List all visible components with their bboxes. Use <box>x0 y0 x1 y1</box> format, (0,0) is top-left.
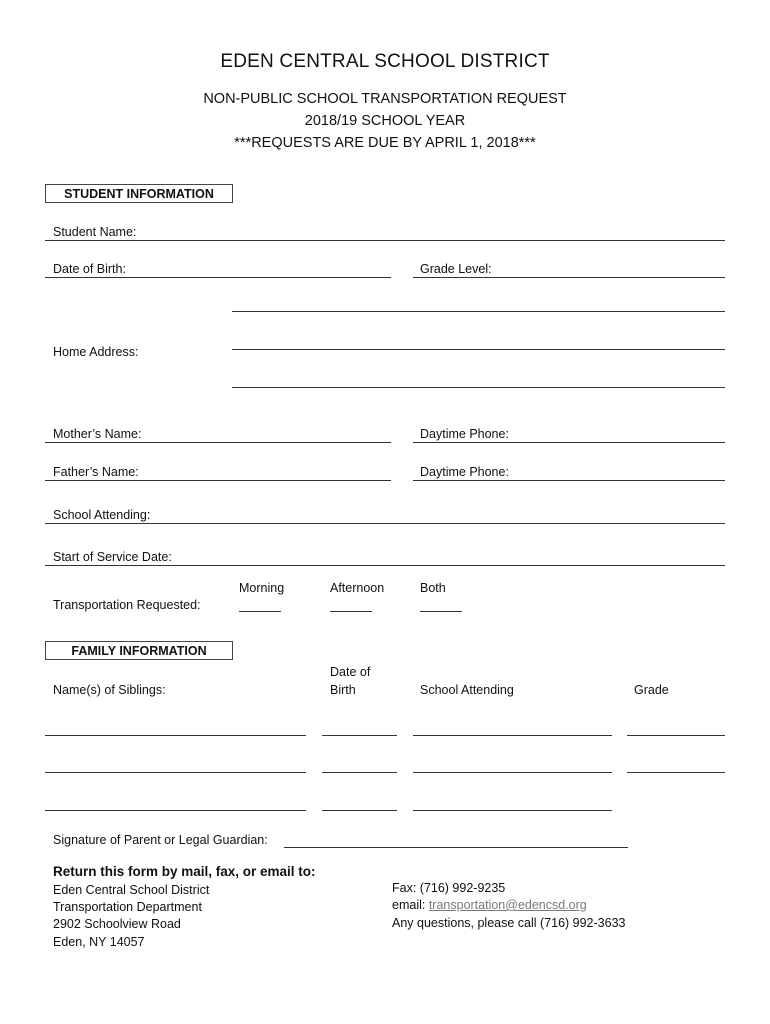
district-title: EDEN CENTRAL SCHOOL DISTRICT <box>220 51 550 72</box>
student-name-label: Student Name: <box>53 225 137 239</box>
email-label: email: <box>392 898 429 912</box>
home-address-line-1[interactable] <box>232 311 725 312</box>
transportation-requested-label: Transportation Requested: <box>53 598 201 612</box>
start-date-field[interactable] <box>45 565 725 566</box>
home-address-label: Home Address: <box>53 345 139 359</box>
school-attending-field[interactable] <box>45 523 725 524</box>
sibling-name-field[interactable] <box>45 810 306 811</box>
grade-level-field[interactable] <box>413 277 725 278</box>
return-address-line: Eden, NY 14057 <box>53 935 145 949</box>
siblings-column-header: Name(s) of Siblings: <box>53 683 166 697</box>
sibling-dob-field[interactable] <box>322 810 397 811</box>
due-notice: ***REQUESTS ARE DUE BY APRIL 1, 2018*** <box>234 135 536 151</box>
email-link[interactable]: transportation@edencsd.org <box>428 898 587 912</box>
sibling-grade-field[interactable] <box>627 735 725 736</box>
date-of-birth-field[interactable] <box>45 277 391 278</box>
home-address-line-3[interactable] <box>232 387 725 388</box>
dob-column-header-line1: Date of <box>330 665 371 679</box>
father-phone-label: Daytime Phone: <box>420 465 509 479</box>
school-column-header: School Attending <box>420 683 514 697</box>
sibling-grade-field[interactable] <box>627 772 725 773</box>
mother-phone-field[interactable] <box>413 442 725 443</box>
morning-blank[interactable] <box>239 611 281 612</box>
sibling-school-field[interactable] <box>413 772 612 773</box>
mothers-name-label: Mother’s Name: <box>53 427 142 441</box>
sibling-school-field[interactable] <box>413 810 612 811</box>
sibling-name-field[interactable] <box>45 735 306 736</box>
start-date-label: Start of Service Date: <box>53 550 172 564</box>
form-title: NON-PUBLIC SCHOOL TRANSPORTATION REQUEST <box>203 91 567 107</box>
grade-level-label: Grade Level: <box>420 262 492 276</box>
fax-number: Fax: (716) 992-9235 <box>392 881 506 895</box>
fathers-name-field[interactable] <box>45 480 391 481</box>
signature-label: Signature of Parent or Legal Guardian: <box>53 833 268 847</box>
sibling-name-field[interactable] <box>45 772 306 773</box>
both-blank[interactable] <box>420 611 462 612</box>
student-name-field[interactable] <box>45 240 725 241</box>
return-address-line: 2902 Schoolview Road <box>53 917 181 931</box>
morning-option-label: Morning <box>239 581 285 595</box>
school-year: 2018/19 SCHOOL YEAR <box>304 113 466 129</box>
sibling-dob-field[interactable] <box>322 772 397 773</box>
grade-column-header: Grade <box>634 683 669 697</box>
afternoon-option-label: Afternoon <box>330 581 385 595</box>
signature-field[interactable] <box>284 847 628 848</box>
father-phone-field[interactable] <box>413 480 725 481</box>
family-info-heading: FAMILY INFORMATION <box>45 641 233 660</box>
home-address-line-2[interactable] <box>232 349 725 350</box>
return-heading: Return this form by mail, fax, or email to: <box>53 864 316 879</box>
mother-phone-label: Daytime Phone: <box>420 427 509 441</box>
school-attending-label: School Attending: <box>53 508 151 522</box>
fathers-name-label: Father’s Name: <box>53 465 139 479</box>
afternoon-blank[interactable] <box>330 611 372 612</box>
return-address-line: Eden Central School District <box>53 883 210 897</box>
return-address-line: Transportation Department <box>53 900 202 914</box>
sibling-dob-field[interactable] <box>322 735 397 736</box>
mothers-name-field[interactable] <box>45 442 391 443</box>
student-info-heading: STUDENT INFORMATION <box>45 184 233 203</box>
both-option-label: Both <box>420 581 446 595</box>
sibling-school-field[interactable] <box>413 735 612 736</box>
email-line <box>392 898 587 912</box>
questions-phone: Any questions, please call (716) 992-3633 <box>392 916 626 930</box>
date-of-birth-label: Date of Birth: <box>53 262 126 276</box>
dob-column-header-line2: Birth <box>330 683 356 697</box>
